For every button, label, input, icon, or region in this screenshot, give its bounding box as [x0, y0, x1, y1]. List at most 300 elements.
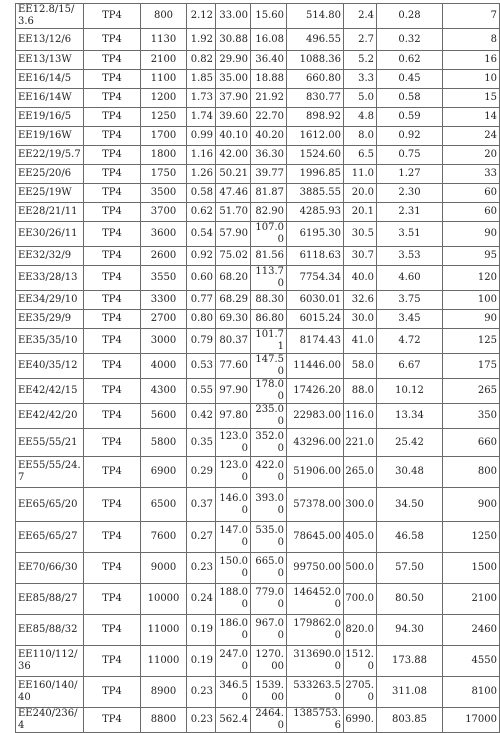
cell-model: EE13/13W	[16, 51, 84, 70]
cell-col10: 7	[443, 4, 500, 29]
cell-col5: 77.60	[216, 354, 251, 379]
cell-col3: 1200	[141, 89, 187, 108]
cell-model: EE28/21/11	[16, 203, 84, 222]
cell-col7: 660.80	[287, 70, 344, 89]
cell-col10: 1500	[443, 553, 500, 584]
cell-model: EE35/29/9	[16, 310, 84, 329]
cell-col3: 2100	[141, 51, 187, 70]
cell-col5: 57.90	[216, 222, 251, 247]
cell-col10: 33	[443, 165, 500, 184]
cell-material: TP4	[84, 488, 141, 522]
cell-col5: 97.80	[216, 404, 251, 429]
cell-col4: 0.23	[187, 553, 216, 584]
cell-col9: 311.08	[377, 677, 443, 708]
cell-col4: 0.54	[187, 222, 216, 247]
cell-col10: 90	[443, 310, 500, 329]
cell-col9: 2.31	[377, 203, 443, 222]
cell-model: EE240/236/4	[16, 708, 84, 733]
cell-col5: 40.10	[216, 127, 251, 146]
cell-col10: 95	[443, 247, 500, 266]
cell-col5: 562.4	[216, 708, 251, 733]
cell-col5: 80.37	[216, 329, 251, 354]
cell-col3: 11000	[141, 646, 187, 677]
cell-col5: 39.60	[216, 108, 251, 127]
cell-col9: 0.58	[377, 89, 443, 108]
cell-col6: 86.80	[251, 310, 287, 329]
cell-col7: 1612.00	[287, 127, 344, 146]
cell-col8: 88.0	[344, 379, 377, 404]
cell-col10: 100	[443, 291, 500, 310]
cell-col10: 16	[443, 51, 500, 70]
cell-col8: 2.7	[344, 29, 377, 51]
cell-col9: 0.28	[377, 4, 443, 29]
cell-col7: 22983.00	[287, 404, 344, 429]
cell-col5: 123.00	[216, 429, 251, 457]
cell-col5: 186.00	[216, 615, 251, 646]
cell-col10: 2100	[443, 584, 500, 615]
cell-col4: 2.12	[187, 4, 216, 29]
cell-col10: 1250	[443, 522, 500, 553]
cell-col6: 101.71	[251, 329, 287, 354]
cell-col5: 30.88	[216, 29, 251, 51]
table-row	[16, 108, 500, 127]
cell-col8: 40.0	[344, 266, 377, 291]
cell-col3: 11000	[141, 615, 187, 646]
table-row	[16, 329, 500, 354]
cell-col8: 11.0	[344, 165, 377, 184]
cell-col6: 107.00	[251, 222, 287, 247]
cell-col8: 500.0	[344, 553, 377, 584]
cell-model: EE16/14W	[16, 89, 84, 108]
cell-col3: 1130	[141, 29, 187, 51]
cell-col6: 81.56	[251, 247, 287, 266]
cell-col7: 51906.00	[287, 457, 344, 488]
cell-col3: 6900	[141, 457, 187, 488]
cell-col9: 3.45	[377, 310, 443, 329]
cell-col7: 6015.24	[287, 310, 344, 329]
cell-col4: 1.16	[187, 146, 216, 165]
cell-col4: 0.37	[187, 488, 216, 522]
cell-col9: 4.72	[377, 329, 443, 354]
table-row	[16, 203, 500, 222]
cell-col9: 173.88	[377, 646, 443, 677]
cell-col9: 6.67	[377, 354, 443, 379]
cell-col3: 3700	[141, 203, 187, 222]
cell-col5: 37.90	[216, 89, 251, 108]
table-row	[16, 404, 500, 429]
cell-col3: 5600	[141, 404, 187, 429]
cell-col7: 898.92	[287, 108, 344, 127]
cell-col9: 80.50	[377, 584, 443, 615]
cell-model: EE65/65/20	[16, 488, 84, 522]
table-row	[16, 646, 500, 677]
cell-col3: 1750	[141, 165, 187, 184]
cell-col3: 5800	[141, 429, 187, 457]
cell-col3: 2700	[141, 310, 187, 329]
table-row	[16, 70, 500, 89]
cell-col3: 4300	[141, 379, 187, 404]
cell-material: TP4	[84, 247, 141, 266]
cell-col6: 779.00	[251, 584, 287, 615]
cell-material: TP4	[84, 29, 141, 51]
cell-col6: 36.40	[251, 51, 287, 70]
cell-col9: 2.30	[377, 184, 443, 203]
cell-col4: 0.77	[187, 291, 216, 310]
cell-col3: 8800	[141, 708, 187, 733]
table-row	[16, 457, 500, 488]
cell-col10: 660	[443, 429, 500, 457]
cell-material: TP4	[84, 51, 141, 70]
table-row	[16, 488, 500, 522]
cell-col6: 1270.00	[251, 646, 287, 677]
cell-col8: 2705.0	[344, 677, 377, 708]
cell-col6: 967.00	[251, 615, 287, 646]
cell-col8: 6990.	[344, 708, 377, 733]
cell-col9: 30.48	[377, 457, 443, 488]
cell-col10: 900	[443, 488, 500, 522]
cell-col4: 0.92	[187, 247, 216, 266]
cell-material: TP4	[84, 354, 141, 379]
cell-col4: 1.26	[187, 165, 216, 184]
cell-col9: 10.12	[377, 379, 443, 404]
cell-col5: 97.90	[216, 379, 251, 404]
cell-material: TP4	[84, 553, 141, 584]
cell-col8: 700.0	[344, 584, 377, 615]
cell-model: EE40/35/12	[16, 354, 84, 379]
cell-material: TP4	[84, 615, 141, 646]
cell-material: TP4	[84, 266, 141, 291]
cell-col4: 0.60	[187, 266, 216, 291]
cell-col10: 2460	[443, 615, 500, 646]
cell-model: EE35/35/10	[16, 329, 84, 354]
cell-col7: 496.55	[287, 29, 344, 51]
cell-col8: 20.0	[344, 184, 377, 203]
cell-col4: 0.23	[187, 677, 216, 708]
cell-col5: 35.00	[216, 70, 251, 89]
cell-col4: 0.82	[187, 51, 216, 70]
cell-col7: 313690.00	[287, 646, 344, 677]
table-row	[16, 615, 500, 646]
cell-col4: 0.19	[187, 646, 216, 677]
cell-col6: 81.87	[251, 184, 287, 203]
cell-col7: 3885.55	[287, 184, 344, 203]
cell-col10: 10	[443, 70, 500, 89]
cell-col8: 41.0	[344, 329, 377, 354]
cell-material: TP4	[84, 310, 141, 329]
cell-col9: 94.30	[377, 615, 443, 646]
cell-col3: 2600	[141, 247, 187, 266]
cell-col9: 34.50	[377, 488, 443, 522]
table-body	[16, 4, 500, 733]
cell-col6: 22.70	[251, 108, 287, 127]
cell-col3: 1700	[141, 127, 187, 146]
cell-col8: 30.7	[344, 247, 377, 266]
cell-col9: 13.34	[377, 404, 443, 429]
cell-col6: 422.00	[251, 457, 287, 488]
cell-col9: 0.32	[377, 29, 443, 51]
cell-col6: 39.77	[251, 165, 287, 184]
cell-col7: 99750.00	[287, 553, 344, 584]
cell-col6: 88.30	[251, 291, 287, 310]
table-row	[16, 291, 500, 310]
cell-material: TP4	[84, 457, 141, 488]
cell-col3: 1100	[141, 70, 187, 89]
cell-material: TP4	[84, 522, 141, 553]
cell-col4: 0.99	[187, 127, 216, 146]
cell-col8: 30.0	[344, 310, 377, 329]
cell-col7: 514.80	[287, 4, 344, 29]
cell-col9: 3.75	[377, 291, 443, 310]
cell-col9: 0.75	[377, 146, 443, 165]
cell-col8: 116.0	[344, 404, 377, 429]
cell-col7: 1088.36	[287, 51, 344, 70]
cell-col7: 146452.00	[287, 584, 344, 615]
cell-col6: 18.88	[251, 70, 287, 89]
cell-col10: 125	[443, 329, 500, 354]
cell-col10: 8	[443, 29, 500, 51]
cell-col3: 3500	[141, 184, 187, 203]
cell-col8: 6.5	[344, 146, 377, 165]
cell-col3: 7600	[141, 522, 187, 553]
cell-col3: 8900	[141, 677, 187, 708]
table-row	[16, 429, 500, 457]
cell-col10: 175	[443, 354, 500, 379]
cell-col7: 6030.01	[287, 291, 344, 310]
cell-col7: 1385753.6	[287, 708, 344, 733]
cell-col5: 188.00	[216, 584, 251, 615]
cell-col8: 20.1	[344, 203, 377, 222]
cell-col7: 4285.93	[287, 203, 344, 222]
cell-col5: 50.21	[216, 165, 251, 184]
table-row	[16, 184, 500, 203]
cell-col6: 235.00	[251, 404, 287, 429]
cell-col8: 4.8	[344, 108, 377, 127]
cell-col5: 123.00	[216, 457, 251, 488]
cell-col10: 90	[443, 222, 500, 247]
cell-col7: 78645.00	[287, 522, 344, 553]
cell-col7: 1996.85	[287, 165, 344, 184]
cell-material: TP4	[84, 677, 141, 708]
cell-col7: 7754.34	[287, 266, 344, 291]
cell-col9: 57.50	[377, 553, 443, 584]
cell-model: EE110/112/36	[16, 646, 84, 677]
cell-col9: 0.45	[377, 70, 443, 89]
cell-col6: 178.00	[251, 379, 287, 404]
cell-col3: 9000	[141, 553, 187, 584]
cell-col7: 43296.00	[287, 429, 344, 457]
cell-col8: 820.0	[344, 615, 377, 646]
cell-col6: 352.00	[251, 429, 287, 457]
table-row	[16, 146, 500, 165]
cell-col8: 265.0	[344, 457, 377, 488]
cell-col9: 25.42	[377, 429, 443, 457]
cell-col10: 20	[443, 146, 500, 165]
table-row	[16, 127, 500, 146]
table-row	[16, 222, 500, 247]
cell-material: TP4	[84, 203, 141, 222]
cell-material: TP4	[84, 127, 141, 146]
cell-col10: 120	[443, 266, 500, 291]
cell-col6: 393.00	[251, 488, 287, 522]
cell-col6: 665.00	[251, 553, 287, 584]
cell-col5: 42.00	[216, 146, 251, 165]
table-row	[16, 379, 500, 404]
cell-col10: 14	[443, 108, 500, 127]
cell-col7: 17426.20	[287, 379, 344, 404]
cell-col9: 46.58	[377, 522, 443, 553]
cell-col3: 4000	[141, 354, 187, 379]
cell-col9: 0.59	[377, 108, 443, 127]
cell-col9: 0.62	[377, 51, 443, 70]
cell-col5: 75.02	[216, 247, 251, 266]
cell-col5: 346.50	[216, 677, 251, 708]
cell-col6: 36.30	[251, 146, 287, 165]
cell-col7: 179862.00	[287, 615, 344, 646]
cell-model: EE32/32/9	[16, 247, 84, 266]
cell-col8: 8.0	[344, 127, 377, 146]
cell-col7: 830.77	[287, 89, 344, 108]
cell-col4: 0.23	[187, 708, 216, 733]
cell-col7: 57378.00	[287, 488, 344, 522]
cell-material: TP4	[84, 404, 141, 429]
cell-model: EE55/55/24.7	[16, 457, 84, 488]
cell-col3: 3000	[141, 329, 187, 354]
cell-col4: 0.58	[187, 184, 216, 203]
cell-material: TP4	[84, 291, 141, 310]
cell-col8: 221.0	[344, 429, 377, 457]
table-row	[16, 522, 500, 553]
cell-col10: 15	[443, 89, 500, 108]
cell-col4: 0.27	[187, 522, 216, 553]
cell-col3: 3550	[141, 266, 187, 291]
cell-col6: 16.08	[251, 29, 287, 51]
cell-col10: 17000	[443, 708, 500, 733]
cell-col4: 0.53	[187, 354, 216, 379]
cell-col6: 1539.00	[251, 677, 287, 708]
cell-col4: 0.79	[187, 329, 216, 354]
cell-col5: 146.00	[216, 488, 251, 522]
cell-model: EE85/88/27	[16, 584, 84, 615]
cell-col9: 0.92	[377, 127, 443, 146]
cell-model: EE33/28/13	[16, 266, 84, 291]
cell-col8: 58.0	[344, 354, 377, 379]
cell-col9: 803.85	[377, 708, 443, 733]
cell-col4: 1.73	[187, 89, 216, 108]
cell-material: TP4	[84, 184, 141, 203]
table-row	[16, 29, 500, 51]
cell-col9: 1.27	[377, 165, 443, 184]
cell-col7: 6118.63	[287, 247, 344, 266]
cell-col3: 3300	[141, 291, 187, 310]
cell-col5: 150.00	[216, 553, 251, 584]
cell-material: TP4	[84, 4, 141, 29]
cell-model: EE65/65/27	[16, 522, 84, 553]
cell-col4: 0.42	[187, 404, 216, 429]
cell-model: EE13/12/6	[16, 29, 84, 51]
cell-material: TP4	[84, 329, 141, 354]
cell-col10: 4550	[443, 646, 500, 677]
cell-col5: 47.46	[216, 184, 251, 203]
cell-material: TP4	[84, 379, 141, 404]
table-row	[16, 89, 500, 108]
cell-col8: 5.0	[344, 89, 377, 108]
cell-model: EE42/42/15	[16, 379, 84, 404]
cell-col9: 4.60	[377, 266, 443, 291]
cell-col5: 68.29	[216, 291, 251, 310]
cell-col8: 405.0	[344, 522, 377, 553]
cell-col10: 8100	[443, 677, 500, 708]
cell-material: TP4	[84, 429, 141, 457]
cell-col6: 40.20	[251, 127, 287, 146]
cell-col3: 10000	[141, 584, 187, 615]
cell-col7: 533263.50	[287, 677, 344, 708]
cell-model: EE22/19/5.7	[16, 146, 84, 165]
cell-col4: 0.24	[187, 584, 216, 615]
table-row	[16, 354, 500, 379]
table-row	[16, 51, 500, 70]
table-row	[16, 4, 500, 29]
cell-col5: 51.70	[216, 203, 251, 222]
cell-col5: 247.00	[216, 646, 251, 677]
cell-col10: 60	[443, 203, 500, 222]
cell-col10: 265	[443, 379, 500, 404]
cell-model: EE34/29/10	[16, 291, 84, 310]
cell-col8: 32.6	[344, 291, 377, 310]
cell-col6: 21.92	[251, 89, 287, 108]
cell-col6: 2464.0	[251, 708, 287, 733]
cell-col3: 1800	[141, 146, 187, 165]
cell-model: EE160/140/40	[16, 677, 84, 708]
table-row	[16, 247, 500, 266]
cell-material: TP4	[84, 165, 141, 184]
cell-col6: 147.50	[251, 354, 287, 379]
cell-col4: 0.55	[187, 379, 216, 404]
cell-model: EE85/88/32	[16, 615, 84, 646]
cell-col10: 24	[443, 127, 500, 146]
table-row	[16, 266, 500, 291]
cell-material: TP4	[84, 70, 141, 89]
cell-col3: 6500	[141, 488, 187, 522]
cell-col3: 3600	[141, 222, 187, 247]
cell-col3: 800	[141, 4, 187, 29]
table-row	[16, 708, 500, 733]
cell-col4: 1.85	[187, 70, 216, 89]
cell-col7: 6195.30	[287, 222, 344, 247]
cell-col5: 68.20	[216, 266, 251, 291]
cell-col9: 3.51	[377, 222, 443, 247]
cell-model: EE70/66/30	[16, 553, 84, 584]
cell-col6: 535.00	[251, 522, 287, 553]
cell-col10: 350	[443, 404, 500, 429]
cell-col6: 15.60	[251, 4, 287, 29]
cell-col8: 3.3	[344, 70, 377, 89]
cell-col4: 0.19	[187, 615, 216, 646]
table-row	[16, 310, 500, 329]
cell-model: EE16/14/5	[16, 70, 84, 89]
cell-col10: 800	[443, 457, 500, 488]
cell-col7: 11446.00	[287, 354, 344, 379]
cell-col4: 1.74	[187, 108, 216, 127]
cell-col7: 8174.43	[287, 329, 344, 354]
table-row	[16, 584, 500, 615]
cell-col5: 69.30	[216, 310, 251, 329]
cell-model: EE55/55/21	[16, 429, 84, 457]
cell-material: TP4	[84, 222, 141, 247]
cell-material: TP4	[84, 584, 141, 615]
cell-model: EE25/19W	[16, 184, 84, 203]
cell-col4: 1.92	[187, 29, 216, 51]
cell-col8: 300.0	[344, 488, 377, 522]
